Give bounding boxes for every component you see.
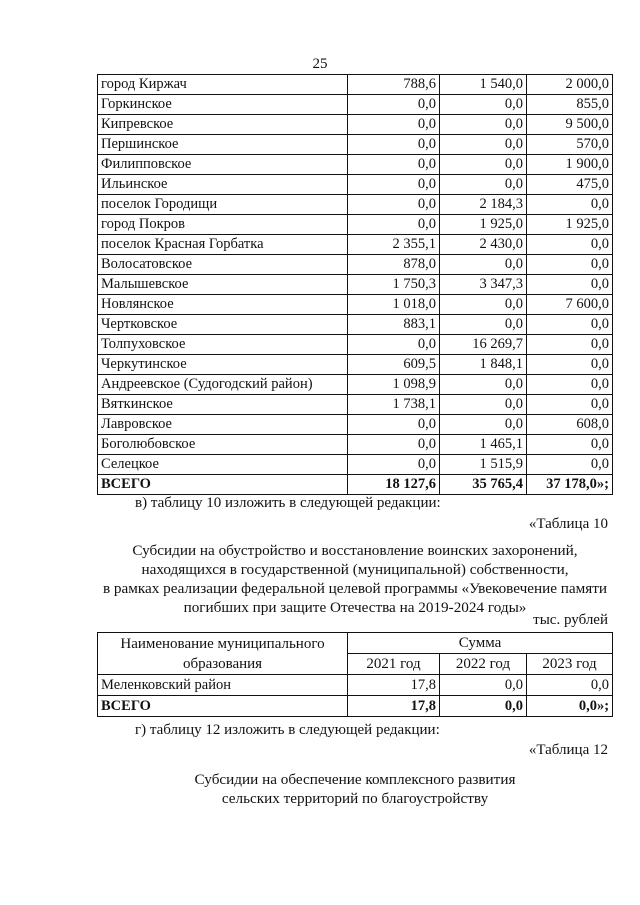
- value-cell: 3 347,3: [440, 275, 527, 295]
- total-value: 0,0: [440, 696, 527, 717]
- table-row: [98, 295, 613, 315]
- value-cell: 1 925,0: [440, 215, 527, 235]
- total-row: [98, 475, 613, 495]
- value-cell: 0,0: [348, 135, 440, 155]
- municipality-name: Новлянское: [98, 295, 348, 315]
- title-line: Субсидии на обустройство и восстановление воинских захоронений,: [132, 542, 578, 559]
- table-row: [98, 95, 613, 115]
- value-cell: 0,0: [440, 115, 527, 135]
- table-row: [98, 315, 613, 335]
- municipality-name: Першинское: [98, 135, 348, 155]
- value-cell: 2 430,0: [440, 235, 527, 255]
- table-row: [98, 75, 613, 95]
- municipality-name: город Покров: [98, 215, 348, 235]
- table-row: [98, 115, 613, 135]
- paragraph-v: в) таблицу 10 изложить в следующей редакции:: [135, 495, 441, 511]
- header-sum: Сумма: [348, 633, 613, 654]
- value-cell: 855,0: [527, 95, 613, 115]
- value-cell: 0,0: [527, 195, 613, 215]
- value-cell: 1 465,1: [440, 435, 527, 455]
- value-cell: 1 515,9: [440, 455, 527, 475]
- value-cell: 1 900,0: [527, 155, 613, 175]
- table-12-reference: «Таблица 12: [528, 742, 608, 758]
- total-value: 18 127,6: [348, 475, 440, 495]
- title-line: находящихся в государственной (муниципальной) собственности,: [141, 561, 569, 578]
- total-label: ВСЕГО: [98, 696, 348, 717]
- value-cell: 1 098,9: [348, 375, 440, 395]
- table-row: [98, 675, 613, 696]
- title-line: погибших при защите Отечества на 2019-2024 годы»: [183, 599, 527, 616]
- table-row: [98, 375, 613, 395]
- table-row: [98, 335, 613, 355]
- table-10-title: [0, 541, 640, 617]
- value-cell: 0,0: [527, 335, 613, 355]
- value-cell: 0,0: [527, 235, 613, 255]
- municipality-name: Малышевское: [98, 275, 348, 295]
- table-row: [98, 395, 613, 415]
- table-row: [98, 415, 613, 435]
- value-cell: 0,0: [440, 155, 527, 175]
- value-cell: 17,8: [348, 675, 440, 696]
- value-cell: 0,0: [527, 675, 613, 696]
- value-cell: 0,0: [527, 355, 613, 375]
- municipality-name: Кипревское: [98, 115, 348, 135]
- header-municipality: Наименование муниципального образования: [98, 633, 348, 675]
- municipality-name: Волосатовское: [98, 255, 348, 275]
- table-row: [98, 455, 613, 475]
- value-cell: 0,0: [527, 275, 613, 295]
- municipality-name: Ильинское: [98, 175, 348, 195]
- header-year: 2021 год: [348, 654, 440, 675]
- value-cell: 16 269,7: [440, 335, 527, 355]
- table-12-title: [0, 770, 640, 808]
- value-cell: 883,1: [348, 315, 440, 335]
- municipality-name: Боголюбовское: [98, 435, 348, 455]
- value-cell: 1 018,0: [348, 295, 440, 315]
- value-cell: 1 848,1: [440, 355, 527, 375]
- paragraph-g: г) таблицу 12 изложить в следующей редакции:: [135, 722, 440, 738]
- value-cell: 0,0: [527, 455, 613, 475]
- value-cell: 1 540,0: [440, 75, 527, 95]
- value-cell: 1 750,3: [348, 275, 440, 295]
- table-row: [98, 155, 613, 175]
- value-cell: 1 925,0: [527, 215, 613, 235]
- table-10-reference: «Таблица 10: [528, 516, 608, 532]
- value-cell: 0,0: [440, 315, 527, 335]
- municipality-name: Горкинское: [98, 95, 348, 115]
- municipality-name: Лавровское: [98, 415, 348, 435]
- subsidy-table-continued: [97, 74, 613, 495]
- municipality-name: Черкутинское: [98, 355, 348, 375]
- municipality-name: Чертковское: [98, 315, 348, 335]
- table-row: [98, 435, 613, 455]
- value-cell: 0,0: [440, 135, 527, 155]
- total-value: 0,0»;: [527, 696, 613, 717]
- value-cell: 0,0: [440, 415, 527, 435]
- value-cell: 0,0: [348, 335, 440, 355]
- value-cell: 0,0: [348, 175, 440, 195]
- table-row: [98, 255, 613, 275]
- value-cell: 0,0: [440, 375, 527, 395]
- title-line: в рамках реализации федеральной целевой программы «Увековечение памяти: [102, 580, 608, 597]
- municipality-name: Селецкое: [98, 455, 348, 475]
- value-cell: 0,0: [527, 375, 613, 395]
- municipality-name: Вяткинское: [98, 395, 348, 415]
- table-row: [98, 135, 613, 155]
- value-cell: 0,0: [348, 155, 440, 175]
- value-cell: 878,0: [348, 255, 440, 275]
- municipality-name: Андреевское (Судогодский район): [98, 375, 348, 395]
- title-line: Субсидии на обеспечение комплексного развития: [194, 771, 516, 788]
- value-cell: 2 355,1: [348, 235, 440, 255]
- value-cell: 9 500,0: [527, 115, 613, 135]
- value-cell: 0,0: [527, 435, 613, 455]
- value-cell: 0,0: [527, 395, 613, 415]
- value-cell: 0,0: [348, 415, 440, 435]
- municipality-name: поселок Городищи: [98, 195, 348, 215]
- total-label: ВСЕГО: [98, 475, 348, 495]
- value-cell: 0,0: [440, 95, 527, 115]
- table-row: [98, 175, 613, 195]
- value-cell: 0,0: [527, 315, 613, 335]
- value-cell: 0,0: [348, 95, 440, 115]
- municipality-name: Филипповское: [98, 155, 348, 175]
- value-cell: 609,5: [348, 355, 440, 375]
- war-graves-subsidy-table: [97, 632, 613, 717]
- municipality-name: Меленковский район: [98, 675, 348, 696]
- page-number: 25: [312, 56, 328, 72]
- value-cell: 7 600,0: [527, 295, 613, 315]
- value-cell: 788,6: [348, 75, 440, 95]
- total-row: [98, 696, 613, 717]
- value-cell: 0,0: [440, 675, 527, 696]
- value-cell: 0,0: [348, 195, 440, 215]
- header-year: 2023 год: [527, 654, 613, 675]
- value-cell: 0,0: [348, 215, 440, 235]
- table-row: [98, 355, 613, 375]
- units-label: тыс. рублей: [533, 612, 608, 628]
- municipality-name: Толпуховское: [98, 335, 348, 355]
- value-cell: 0,0: [440, 395, 527, 415]
- value-cell: 0,0: [440, 295, 527, 315]
- table-row: [98, 235, 613, 255]
- value-cell: 0,0: [440, 175, 527, 195]
- value-cell: 0,0: [440, 255, 527, 275]
- total-value: 35 765,4: [440, 475, 527, 495]
- title-line: сельских территорий по благоустройству: [221, 790, 489, 807]
- header-year: 2022 год: [440, 654, 527, 675]
- value-cell: 2 184,3: [440, 195, 527, 215]
- municipality-name: город Киржач: [98, 75, 348, 95]
- value-cell: 475,0: [527, 175, 613, 195]
- municipality-name: поселок Красная Горбатка: [98, 235, 348, 255]
- value-cell: 0,0: [348, 435, 440, 455]
- value-cell: 2 000,0: [527, 75, 613, 95]
- table-row: [98, 215, 613, 235]
- value-cell: 570,0: [527, 135, 613, 155]
- value-cell: 1 738,1: [348, 395, 440, 415]
- table-row: [98, 275, 613, 295]
- value-cell: 0,0: [348, 455, 440, 475]
- value-cell: 608,0: [527, 415, 613, 435]
- table-row: [98, 195, 613, 215]
- value-cell: 0,0: [527, 255, 613, 275]
- value-cell: 0,0: [348, 115, 440, 135]
- total-value: 37 178,0»;: [527, 475, 613, 495]
- total-value: 17,8: [348, 696, 440, 717]
